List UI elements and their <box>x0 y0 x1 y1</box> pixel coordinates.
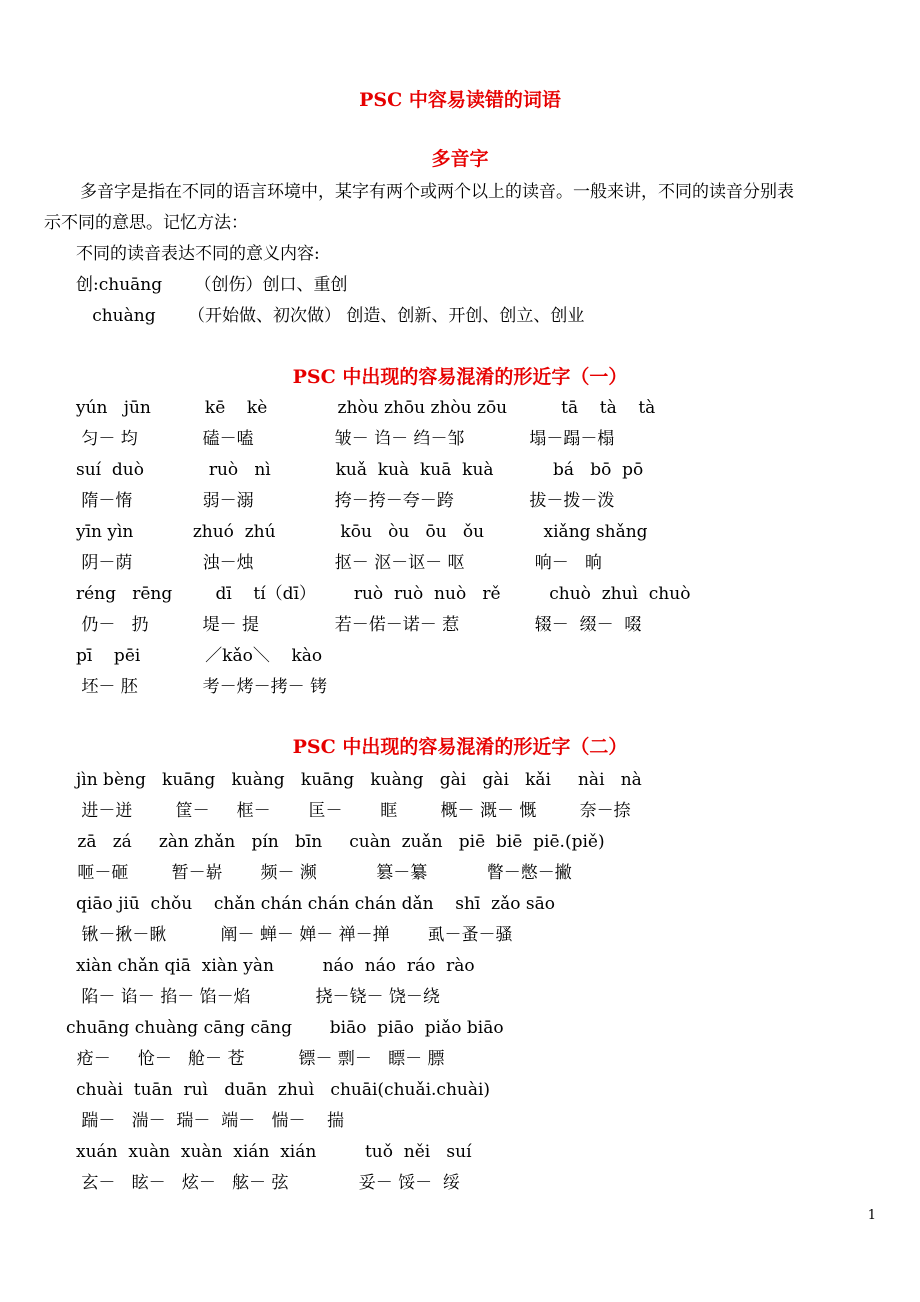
intro-paragraph-line: 多音字是指在不同的语言环境中，某字有两个或两个以上的读音。一般来讲，不同的读音分别表 <box>80 182 794 202</box>
pinyin-line: xiàn chǎn qiā xiàn yàn náo náo ráo rào <box>76 956 475 976</box>
pinyin-line: yīn yìn zhuó zhú kōu òu ōu ǒu xiǎng shǎng <box>76 522 648 542</box>
character-line: 踹－ 湍－ 瑞－ 端－ 惴－ 揣 <box>76 1111 345 1131</box>
pinyin-line: qiāo jiū chǒu chǎn chán chán chán dǎn shī zǎo sāo <box>76 894 555 914</box>
pinyin-line: chuāng chuàng cāng cāng biāo piāo piǎo biāo <box>66 1018 504 1038</box>
pinyin-line: suí duò ruò nì kuǎ kuà kuā kuà bá bō pō <box>76 460 644 480</box>
example-line: chuàng （开始做、初次做） 创造、创新、开创、创立、创业 <box>76 306 585 326</box>
pinyin-line: yún jūn kē kè zhòu zhōu zhòu zōu tā tà tà <box>76 398 656 418</box>
character-line: 阴－荫 浊－烛 抠－ 沤－讴－ 呕 响－ 晌 <box>76 553 602 573</box>
character-line: 玄－ 眩－ 炫－ 舷－ 弦 妥－ 馁－ 绥 <box>76 1173 460 1193</box>
character-line: 匀－ 均 磕－嗑 皱－ 诌－ 绉－邹 塌－蹋－榻 <box>76 429 615 449</box>
section-heading-polyphonic: 多音字 <box>431 148 489 170</box>
section-heading-similar-chars-2: PSC 中出现的容易混淆的形近字（二） <box>292 736 628 758</box>
pinyin-line: zā zá zàn zhǎn pín bīn cuàn zuǎn piē biē piē.(piě) <box>72 832 605 852</box>
character-line: 隋－惰 弱－溺 挎－挎－夸－跨 拔－拨－泼 <box>76 491 615 511</box>
intro-paragraph-line: 示不同的意思。记忆方法： <box>44 213 248 233</box>
pinyin-line: jìn bèng kuāng kuàng kuāng kuàng gài gài kǎi nài nà <box>76 770 642 790</box>
character-line: 进－迸 筐－ 框－ 匡－ 眶 概－ 溉－ 慨 奈－捺 <box>76 801 631 821</box>
character-line: 坯－ 胚 考－烤－拷－ 铐 <box>76 677 328 697</box>
page-title: PSC 中容易读错的词语 <box>359 89 561 111</box>
pinyin-line: pī pēi ／kǎo＼ kào <box>76 646 323 666</box>
section-heading-similar-chars-1: PSC 中出现的容易混淆的形近字（一） <box>292 366 628 388</box>
character-line: 咂－砸 暂－崭 频－ 濒 篡－纂 瞥－憋－撇 <box>72 863 572 883</box>
example-line: 创:chuāng （创伤）创口、重创 <box>76 275 348 295</box>
character-line: 仍－ 扔 堤－ 提 若－偌－诺－ 惹 辍－ 缀－ 啜 <box>76 615 642 635</box>
method-line: 不同的读音表达不同的意义内容: <box>76 244 320 264</box>
pinyin-line: réng rēng dī tí（dī） ruò ruò nuò rě chuò zhuì chuò <box>76 584 691 604</box>
character-line: 疮－ 怆－ 舱－ 苍 镖－ 剽－ 瞟－ 膘 <box>66 1049 445 1069</box>
character-line: 陷－ 谄－ 掐－ 馅－焰 挠－铙－ 饶－绕 <box>76 987 440 1007</box>
page-number: 1 <box>867 1208 876 1223</box>
character-line: 锹－揪－瞅 阐－ 蝉－ 婵－ 禅－掸 虱－蚤－骚 <box>76 925 513 945</box>
pinyin-line: xuán xuàn xuàn xián xián tuǒ něi suí <box>76 1142 472 1162</box>
pinyin-line: chuài tuān ruì duān zhuì chuāi(chuǎi.chuài) <box>76 1080 491 1100</box>
